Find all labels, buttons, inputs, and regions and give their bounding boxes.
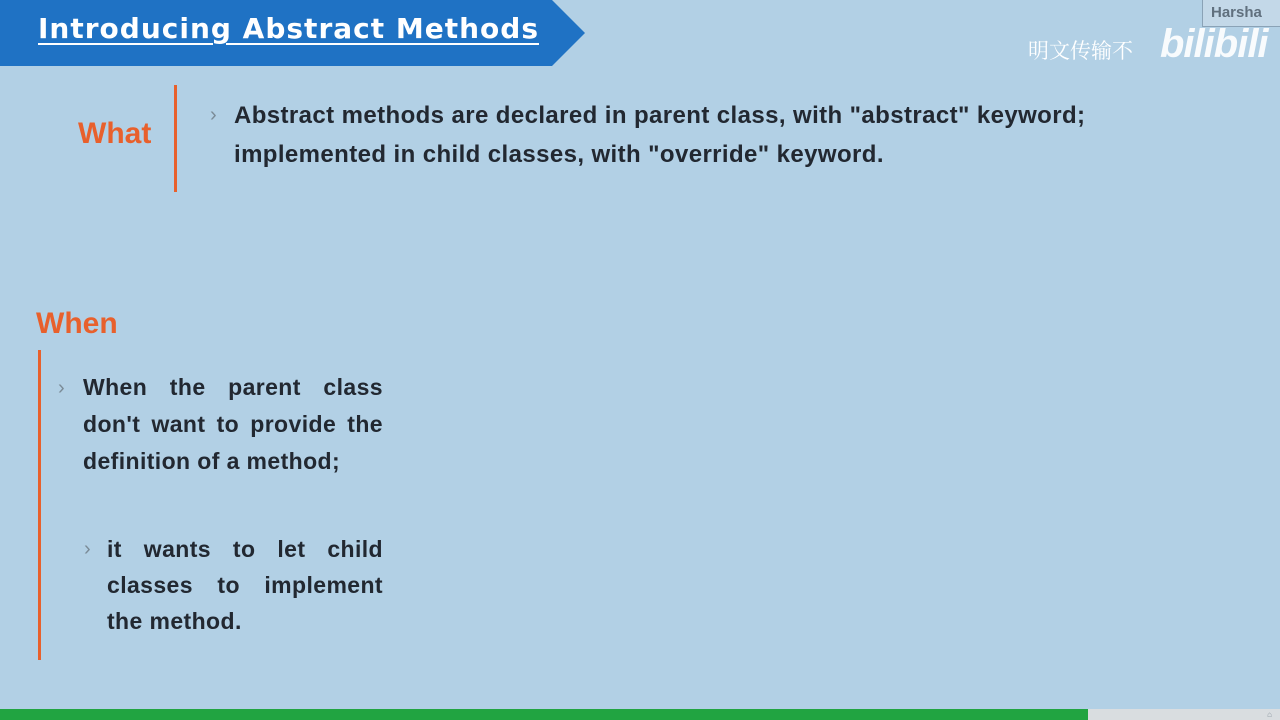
- what-bullet-text: Abstract methods are declared in parent class, with "abstract" keyword; implemented in child classes, with "override" keyword.: [234, 102, 1086, 168]
- bilibili-logo-icon: bilibili: [1160, 22, 1268, 66]
- video-progress-fill: [0, 709, 1088, 720]
- watermark-text: 明文传输不: [1028, 39, 1133, 63]
- what-heading: What: [78, 117, 152, 150]
- author-name: Harsha: [1211, 4, 1262, 21]
- chevron-right-icon: ›: [210, 104, 217, 126]
- when-sub-bullet-text: it wants to let child classes to implement the method.: [107, 536, 383, 634]
- what-divider: [174, 85, 177, 192]
- slide-title: Introducing Abstract Methods: [38, 12, 539, 45]
- udemy-logo-icon: ⌂: [1267, 710, 1272, 719]
- chevron-right-icon: ›: [84, 538, 91, 560]
- when-divider: [38, 350, 41, 660]
- video-progress-bar[interactable]: [0, 709, 1280, 720]
- when-bullet-text: When the parent class don't want to provide the definition of a method;: [83, 374, 383, 474]
- when-heading: When: [36, 307, 118, 340]
- chevron-right-icon: ›: [58, 377, 65, 399]
